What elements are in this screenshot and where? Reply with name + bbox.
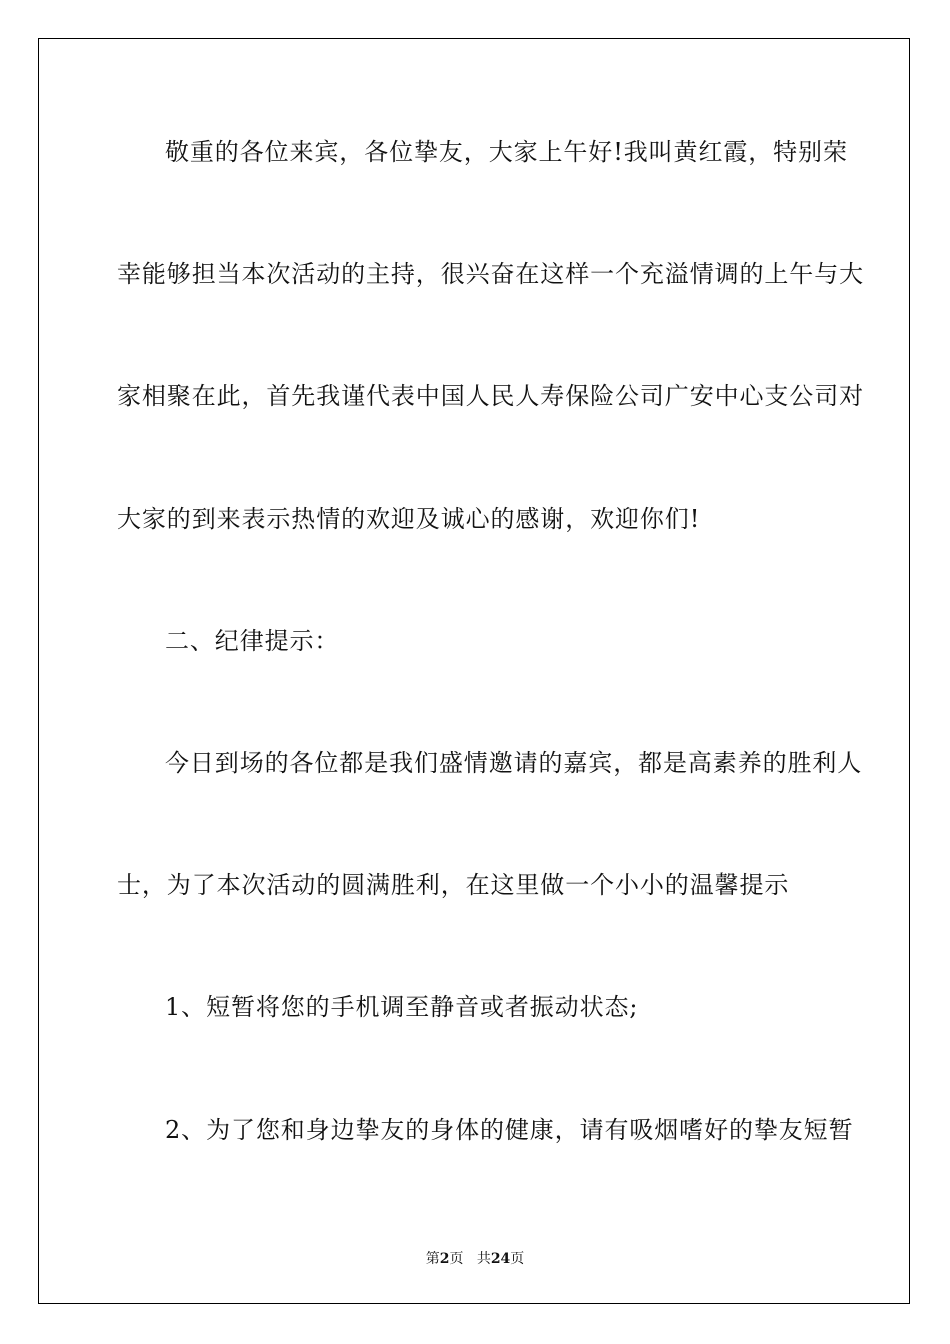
footer-page-prefix: 第 <box>425 1251 440 1267</box>
footer-total-suffix: 页 <box>510 1251 525 1267</box>
paragraph-greeting-line-4: 大家的到来表示热情的欢迎及诚心的感谢，欢迎你们! <box>117 505 701 533</box>
section-heading-discipline: 二、纪律提示： <box>165 627 340 655</box>
footer-page-suffix: 页 <box>449 1251 464 1267</box>
paragraph-greeting-line-2: 幸能够担当本次活动的主持，很兴奋在这样一个充溢情调的上午与大 <box>117 260 864 288</box>
paragraph-greeting-line-1: 敬重的各位来宾，各位挚友，大家上午好!我叫黄红霞，特别荣 <box>165 138 848 166</box>
paragraph-greeting-line-3: 家相聚在此，首先我谨代表中国人民人寿保险公司广安中心支公司对 <box>117 382 864 410</box>
footer-total-pages: 24 <box>490 1251 511 1267</box>
list-item-1: 1、短暂将您的手机调至静音或者振动状态; <box>165 993 639 1021</box>
paragraph-notice-line-1: 今日到场的各位都是我们盛情邀请的嘉宾，都是高素养的胜利人 <box>165 749 863 777</box>
footer-page-number: 2 <box>439 1251 450 1267</box>
page-footer <box>0 1248 950 1268</box>
footer-total-prefix: 共 <box>476 1251 491 1267</box>
list-item-2: 2、为了您和身边挚友的身体的健康，请有吸烟嗜好的挚友短暂 <box>165 1116 854 1144</box>
paragraph-notice-line-2: 士，为了本次活动的圆满胜利，在这里做一个小小的温馨提示 <box>117 871 790 899</box>
